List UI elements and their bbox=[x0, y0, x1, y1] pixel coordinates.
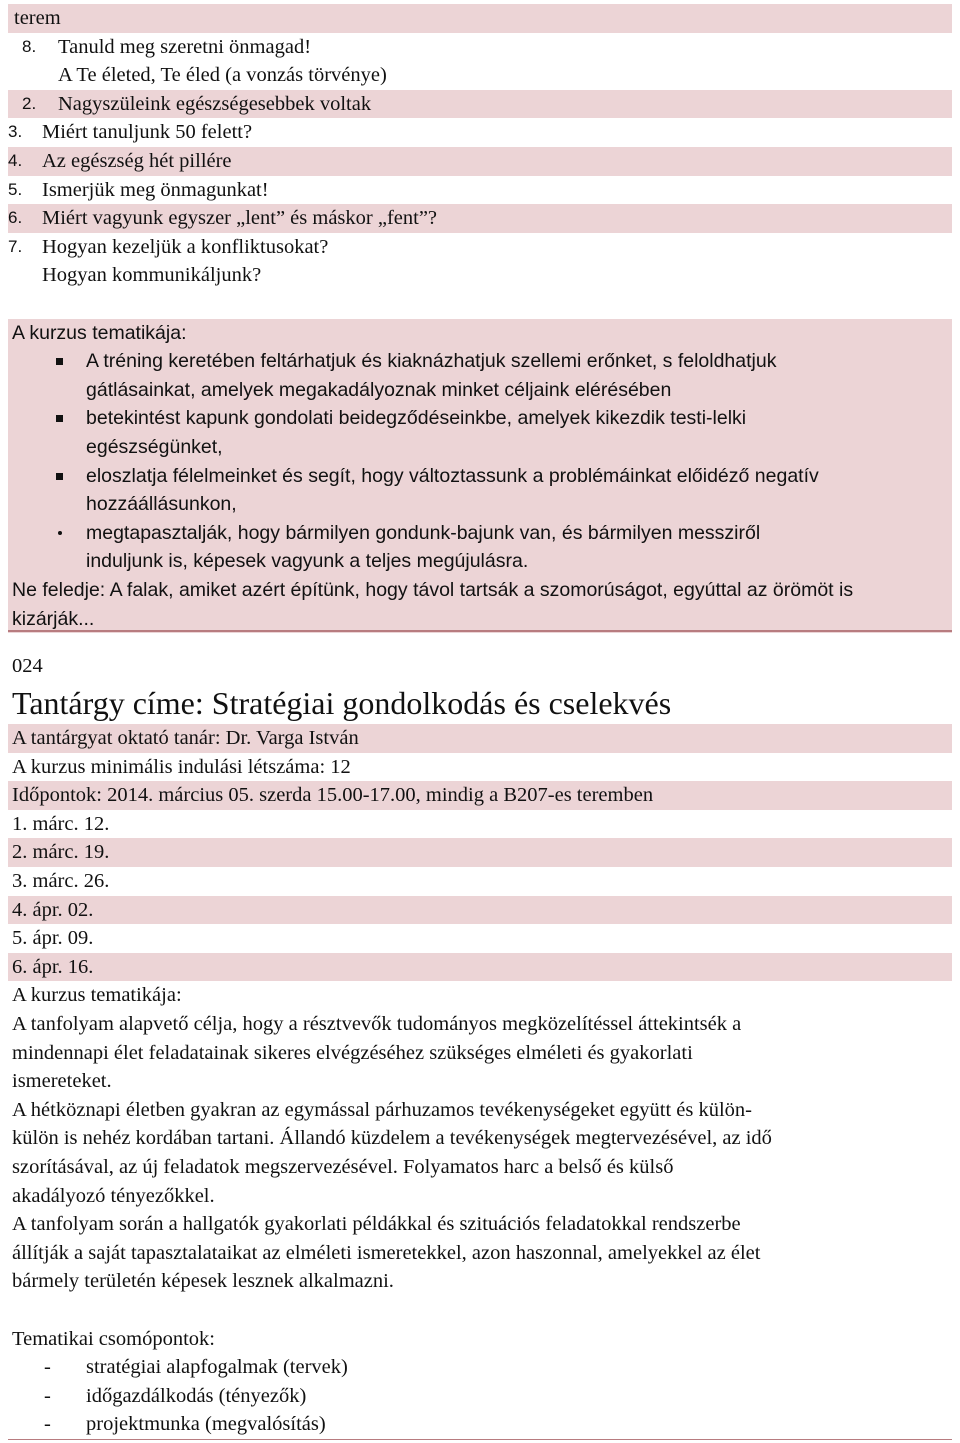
square-bullet-icon bbox=[56, 358, 63, 365]
topic-bullet-continuation: egészségünket, bbox=[8, 433, 952, 462]
node-item: - időgazdálkodás (tényezők) bbox=[8, 1382, 952, 1411]
paragraph-line: A tanfolyam alapvető célja, hogy a résztvevők tudományos megközelítéssel áttekintsék a bbox=[12, 1013, 742, 1035]
node-item: - projektmunka (megvalósítás) bbox=[8, 1410, 952, 1439]
list-item: Hogyan kommunikáljunk? bbox=[42, 264, 262, 287]
course-code: 024 bbox=[12, 655, 43, 677]
nodes-heading: Tematikai csomópontok: bbox=[12, 1327, 215, 1350]
list-item: 7. Hogyan kezeljük a konfliktusokat? bbox=[8, 235, 329, 258]
list-item: 8. Tanuld meg szeretni önmagad! bbox=[22, 35, 312, 58]
topic-bullet: A tréning keretében feltárhatjuk és kiaknázhatjuk szellemi erőnket, s feloldhatjuk bbox=[8, 347, 952, 376]
paragraph-line: állítják a saját tapasztalataikat az elméleti ismeretekkel, azon haszonnal, amelyekkel az élet bbox=[12, 1241, 761, 1264]
note-line: kizárják... bbox=[8, 605, 952, 634]
list-item: 2. Nagyszüleink egészségesebbek voltak bbox=[8, 90, 952, 119]
topic-bullet: betekintést kapunk gondolati beidegződéseinkbe, amelyek kikezdik testi-lelki bbox=[8, 404, 952, 433]
note-line: Ne feledje: A falak, amiket azért építünk, hogy távol tartsák a szomorúságot, egyúttal az örömöt is bbox=[8, 576, 952, 605]
date-item: 6. ápr. 16. bbox=[8, 953, 952, 982]
paragraph-line: szorításával, az új feladatok megszervezésével. Folyamatos harc a belső és külső bbox=[12, 1156, 674, 1178]
dash-bullet-icon: - bbox=[44, 1413, 51, 1436]
paragraph-line: külön is nehéz kordában tartani. Állandó küzdelem a tevékenységek megtervezésével, az idő bbox=[12, 1127, 772, 1150]
topic-bullet-continuation: gátlásainkat, amelyek megakadályoznak minket céljaink elérésében bbox=[8, 376, 952, 405]
topics-heading: A kurzus tematikája: bbox=[8, 319, 952, 348]
list-item: 6. Miért vagyunk egyszer „lent” és máskor „fent”? bbox=[8, 204, 952, 233]
date-item: 1. márc. 12. bbox=[12, 812, 110, 835]
list-item: 5. Ismerjük meg önmagunkat! bbox=[8, 178, 269, 201]
paragraph-line: A hétköznapi életben gyakran az egymással párhuzamos tevékenységeket együtt és külön- bbox=[12, 1098, 753, 1121]
topic-bullet-continuation: induljunk is, képesek vagyunk a teljes megújulásra. bbox=[8, 547, 952, 576]
course-teacher: A tantárgyat oktató tanár: Dr. Varga István bbox=[8, 724, 952, 753]
section-divider bbox=[8, 630, 952, 632]
topics-heading: A kurzus tematikája: bbox=[12, 984, 182, 1007]
date-item: 4. ápr. 02. bbox=[8, 896, 952, 925]
paragraph-line: bármely területén képesek lesznek alkalmazni. bbox=[12, 1270, 394, 1293]
paragraph-line: mindennapi élet feladatainak sikeres elvégzéséhez szükséges elméleti és gyakorlati bbox=[12, 1041, 693, 1064]
paragraph-line: A tanfolyam során a hallgatók gyakorlati példákkal és szituációs feladatokkal rendszerbe bbox=[12, 1213, 741, 1236]
course-title: Tantárgy címe: Stratégiai gondolkodás és cselekvés bbox=[12, 685, 672, 721]
square-bullet-icon bbox=[56, 473, 63, 480]
dash-bullet-icon: - bbox=[44, 1384, 51, 1407]
previous-room-fragment: terem bbox=[8, 4, 952, 33]
topic-bullet-continuation: hozzáállásunkon, bbox=[8, 490, 952, 519]
course-min-participants: A kurzus minimális indulási létszáma: 12 bbox=[12, 755, 351, 778]
course-schedule: Időpontok: 2014. március 05. szerda 15.00-17.00, mindig a B207-es teremben bbox=[8, 781, 952, 810]
topic-bullet: eloszlatja félelmeinket és segít, hogy változtassunk a problémáinkat előidéző negatív bbox=[8, 462, 952, 491]
bottom-divider bbox=[8, 1439, 952, 1440]
node-item: - stratégiai alapfogalmak (tervek) bbox=[8, 1353, 952, 1382]
square-bullet-icon bbox=[56, 415, 63, 422]
date-item: 3. márc. 26. bbox=[12, 870, 110, 892]
list-item: A Te életed, Te éled (a vonzás törvénye) bbox=[58, 64, 387, 87]
date-item: 2. márc. 19. bbox=[8, 838, 952, 867]
dot-bullet-icon bbox=[58, 531, 62, 535]
dash-bullet-icon: - bbox=[44, 1356, 51, 1379]
date-item: 5. ápr. 09. bbox=[12, 927, 94, 950]
paragraph-line: ismereteket. bbox=[12, 1070, 112, 1093]
list-item: 4. Az egészség hét pillére bbox=[8, 147, 952, 176]
paragraph-line: akadályozó tényezőkkel. bbox=[12, 1184, 215, 1207]
list-item: 3. Miért tanuljunk 50 felett? bbox=[8, 121, 253, 144]
topic-bullet: megtapasztalják, hogy bármilyen gondunk-bajunk van, és bármilyen messziről bbox=[8, 519, 952, 548]
